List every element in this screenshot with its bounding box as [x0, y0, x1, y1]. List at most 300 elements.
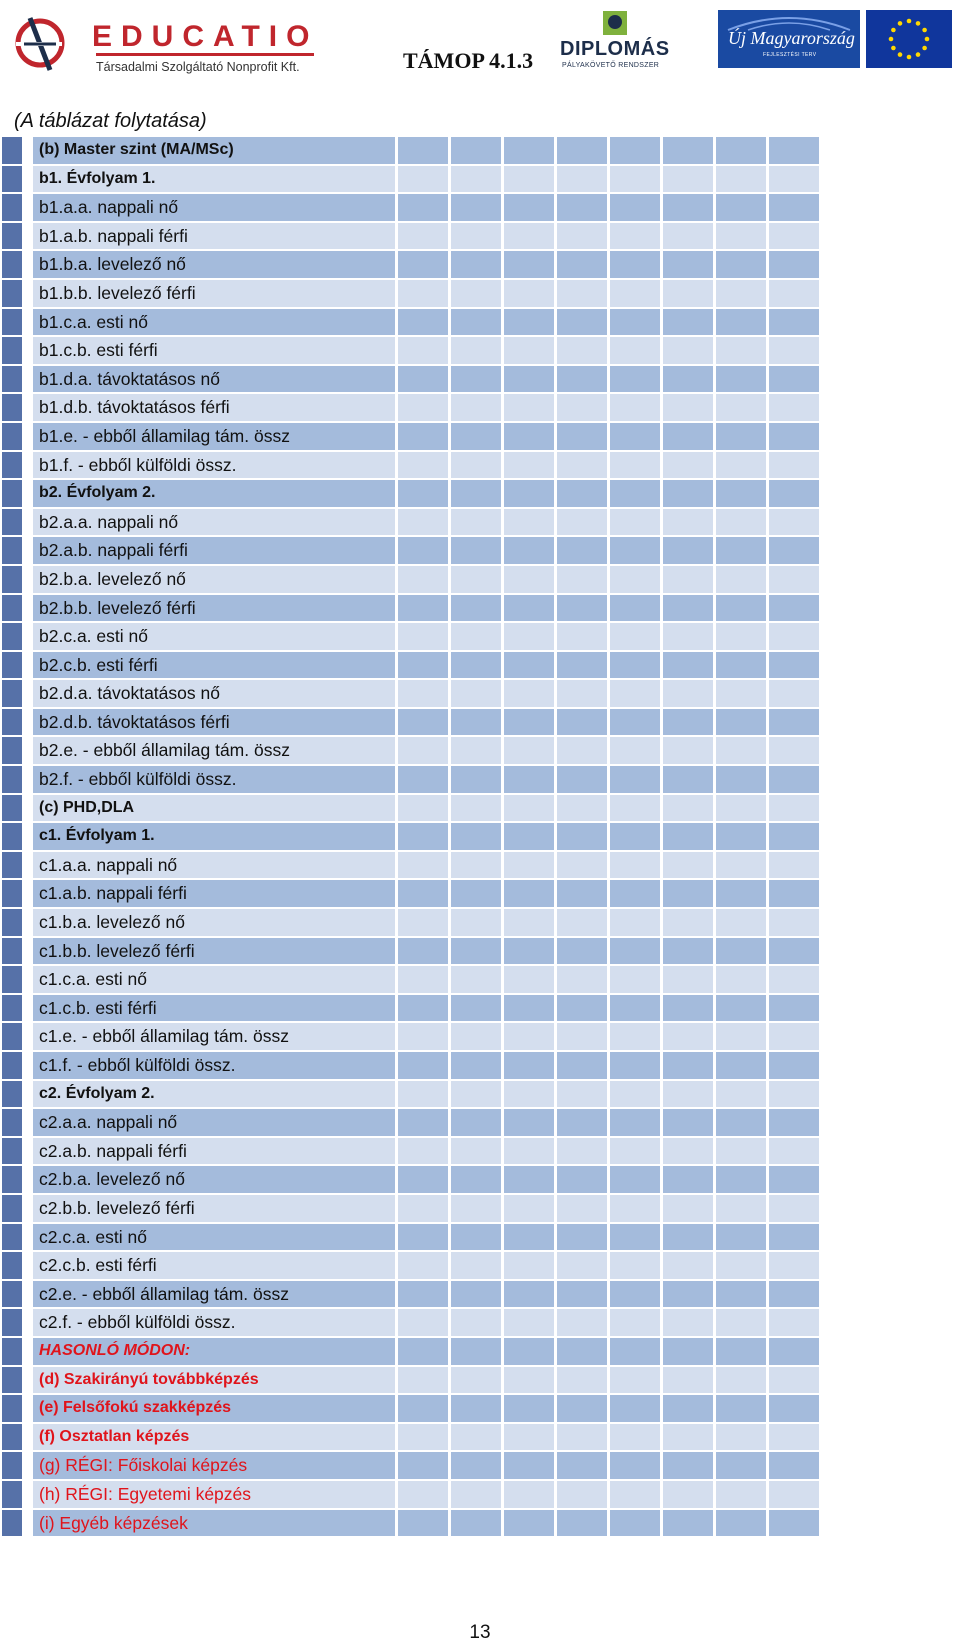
data-cell — [398, 1081, 448, 1108]
data-cell — [504, 166, 554, 193]
data-cell — [769, 194, 819, 221]
data-cell — [451, 337, 501, 364]
data-cell — [557, 1338, 607, 1365]
umft-name: Új Magyarország — [728, 28, 855, 48]
data-cell — [610, 309, 660, 336]
data-cell — [663, 1052, 713, 1079]
row-label: (i) Egyéb képzések — [33, 1510, 358, 1537]
data-cell — [716, 280, 766, 307]
data-cell — [769, 1481, 819, 1508]
table-row — [0, 194, 860, 223]
row-marker — [2, 309, 22, 336]
data-cell — [345, 137, 395, 164]
data-cell — [769, 423, 819, 450]
data-cell — [451, 652, 501, 679]
row-label: b2.b.b. levelező férfi — [33, 595, 358, 622]
row-label: b2.e. - ebből államilag tám. össz — [33, 737, 358, 764]
row-marker — [2, 1138, 22, 1165]
table-row — [0, 766, 860, 795]
data-cell — [610, 652, 660, 679]
data-cell — [663, 1481, 713, 1508]
table-row — [0, 995, 860, 1024]
data-cell — [663, 337, 713, 364]
data-cell — [663, 1023, 713, 1050]
data-cell — [610, 766, 660, 793]
table-row — [0, 166, 860, 195]
data-cell — [451, 966, 501, 993]
data-cell — [398, 1166, 448, 1193]
data-cell — [345, 880, 395, 907]
data-cell — [769, 251, 819, 278]
data-cell — [345, 280, 395, 307]
data-cell — [663, 509, 713, 536]
eu-stars-icon — [866, 10, 952, 68]
eu-flag — [866, 10, 952, 68]
data-cell — [451, 251, 501, 278]
data-cell — [504, 423, 554, 450]
data-cell — [663, 1338, 713, 1365]
table-row — [0, 366, 860, 395]
table-row — [0, 223, 860, 252]
data-cell — [557, 194, 607, 221]
row-label: (b) Master szint (MA/MSc) — [33, 137, 358, 164]
data-cell — [769, 166, 819, 193]
table-row — [0, 452, 860, 481]
data-cell — [504, 194, 554, 221]
row-label: b2.a.b. nappali férfi — [33, 537, 358, 564]
data-cell — [716, 1252, 766, 1279]
data-cell — [398, 337, 448, 364]
data-cell — [769, 680, 819, 707]
row-marker — [2, 452, 22, 479]
data-cell — [769, 766, 819, 793]
data-cell — [663, 652, 713, 679]
table-row — [0, 280, 860, 309]
data-cell — [769, 280, 819, 307]
data-cell — [610, 1367, 660, 1394]
row-label: b1.d.a. távoktatásos nő — [33, 366, 358, 393]
diplomas-name: DIPLOMÁS — [560, 38, 670, 60]
row-label: c2.c.b. esti férfi — [33, 1252, 358, 1279]
eu-star-icon — [907, 19, 912, 24]
row-label: b2.c.a. esti nő — [33, 623, 358, 650]
data-cell — [663, 566, 713, 593]
row-marker — [2, 537, 22, 564]
data-cell — [557, 652, 607, 679]
data-cell — [610, 337, 660, 364]
row-label: (h) RÉGI: Egyetemi képzés — [33, 1481, 358, 1508]
educatio-name: EDUCATIO — [92, 20, 319, 53]
tamop-code: TÁMOP 4.1.3 — [403, 48, 534, 73]
row-label: c1.b.b. levelező férfi — [33, 938, 358, 965]
data-cell — [610, 251, 660, 278]
data-cell — [769, 795, 819, 822]
data-cell — [769, 1023, 819, 1050]
data-cell — [716, 137, 766, 164]
data-cell — [345, 309, 395, 336]
row-marker — [2, 251, 22, 278]
data-cell — [716, 909, 766, 936]
table-row — [0, 652, 860, 681]
data-cell — [504, 966, 554, 993]
data-cell — [504, 652, 554, 679]
data-cell — [504, 909, 554, 936]
data-cell — [504, 1367, 554, 1394]
data-cell — [345, 251, 395, 278]
data-cell — [504, 1452, 554, 1479]
data-cell — [716, 337, 766, 364]
row-marker — [2, 1252, 22, 1279]
data-cell — [504, 852, 554, 879]
row-marker — [2, 1395, 22, 1422]
page-header — [0, 0, 960, 100]
data-cell — [451, 1081, 501, 1108]
data-cell — [451, 194, 501, 221]
data-cell — [557, 509, 607, 536]
data-cell — [451, 1510, 501, 1537]
data-cell — [610, 595, 660, 622]
data-cell — [345, 595, 395, 622]
data-cell — [716, 1081, 766, 1108]
data-cell — [769, 1452, 819, 1479]
data-cell — [610, 1510, 660, 1537]
data-cell — [504, 309, 554, 336]
data-cell — [504, 1166, 554, 1193]
educatio-logo — [10, 10, 319, 74]
educatio-subtitle: Társadalmi Szolgáltató Nonprofit Kft. — [96, 60, 300, 74]
data-cell — [345, 823, 395, 850]
data-cell — [504, 766, 554, 793]
data-cell — [663, 309, 713, 336]
data-cell — [345, 766, 395, 793]
data-cell — [398, 909, 448, 936]
data-cell — [451, 1166, 501, 1193]
data-cell — [451, 1481, 501, 1508]
data-cell — [504, 938, 554, 965]
row-label: c2. Évfolyam 2. — [33, 1081, 358, 1108]
educatio-emblem-icon — [10, 10, 80, 72]
data-cell — [716, 194, 766, 221]
data-cell — [557, 1481, 607, 1508]
data-cell — [769, 1252, 819, 1279]
table-row — [0, 251, 860, 280]
data-cell — [716, 1224, 766, 1251]
data-cell — [345, 966, 395, 993]
data-cell — [557, 423, 607, 450]
data-cell — [610, 194, 660, 221]
data-cell — [663, 1424, 713, 1451]
row-label: b2. Évfolyam 2. — [33, 480, 358, 507]
row-marker — [2, 852, 22, 879]
data-cell — [610, 1452, 660, 1479]
row-marker — [2, 366, 22, 393]
eu-star-icon — [891, 28, 896, 33]
table-row — [0, 1052, 860, 1081]
data-cell — [769, 595, 819, 622]
data-cell — [769, 1367, 819, 1394]
row-marker — [2, 480, 22, 507]
data-cell — [610, 423, 660, 450]
data-cell — [345, 1452, 395, 1479]
row-label: b1.a.b. nappali férfi — [33, 223, 358, 250]
data-cell — [451, 1367, 501, 1394]
data-cell — [769, 1281, 819, 1308]
data-cell — [398, 423, 448, 450]
data-cell — [451, 938, 501, 965]
data-cell — [504, 394, 554, 421]
data-cell — [345, 1309, 395, 1336]
row-label: b1.f. - ebből külföldi össz. — [33, 452, 358, 479]
data-cell — [663, 680, 713, 707]
table-row — [0, 1309, 860, 1338]
data-cell — [769, 1109, 819, 1136]
table-row — [0, 394, 860, 423]
data-cell — [716, 1138, 766, 1165]
data-cell — [451, 1309, 501, 1336]
data-cell — [557, 1252, 607, 1279]
data-cell — [345, 909, 395, 936]
data-cell — [610, 823, 660, 850]
data-cell — [610, 452, 660, 479]
data-cell — [345, 1252, 395, 1279]
data-cell — [557, 595, 607, 622]
data-cell — [557, 223, 607, 250]
data-cell — [504, 1224, 554, 1251]
row-label: b2.c.b. esti férfi — [33, 652, 358, 679]
data-cell — [398, 938, 448, 965]
data-cell — [345, 1367, 395, 1394]
data-cell — [451, 452, 501, 479]
data-cell — [504, 251, 554, 278]
data-cell — [345, 223, 395, 250]
data-cell — [610, 938, 660, 965]
data-cell — [663, 480, 713, 507]
row-marker — [2, 966, 22, 993]
data-cell — [663, 1510, 713, 1537]
data-cell — [345, 709, 395, 736]
data-cell — [663, 223, 713, 250]
data-cell — [557, 852, 607, 879]
table-row — [0, 566, 860, 595]
data-cell — [716, 251, 766, 278]
table-row — [0, 1023, 860, 1052]
data-cell — [610, 1281, 660, 1308]
data-cell — [663, 452, 713, 479]
row-marker — [2, 1195, 22, 1222]
data-cell — [610, 366, 660, 393]
data-cell — [716, 1052, 766, 1079]
row-marker — [2, 1481, 22, 1508]
eu-star-icon — [916, 52, 921, 57]
data-cell — [610, 1195, 660, 1222]
data-cell — [451, 766, 501, 793]
data-cell — [716, 1367, 766, 1394]
eu-star-icon — [898, 21, 903, 26]
row-marker — [2, 737, 22, 764]
data-cell — [504, 452, 554, 479]
data-cell — [345, 1081, 395, 1108]
data-cell — [663, 166, 713, 193]
data-cell — [610, 966, 660, 993]
row-marker — [2, 795, 22, 822]
data-cell — [451, 1395, 501, 1422]
data-cell — [451, 509, 501, 536]
data-cell — [769, 1224, 819, 1251]
data-cell — [345, 1424, 395, 1451]
data-cell — [769, 223, 819, 250]
data-cell — [451, 1052, 501, 1079]
data-cell — [557, 1452, 607, 1479]
data-cell — [769, 537, 819, 564]
data-cell — [716, 795, 766, 822]
row-marker — [2, 652, 22, 679]
data-cell — [716, 366, 766, 393]
data-cell — [610, 995, 660, 1022]
data-cell — [610, 394, 660, 421]
row-marker — [2, 509, 22, 536]
row-marker — [2, 823, 22, 850]
row-label: c1.f. - ebből külföldi össz. — [33, 1052, 358, 1079]
data-cell — [398, 1138, 448, 1165]
table-row — [0, 1510, 860, 1539]
data-cell — [345, 1481, 395, 1508]
data-cell — [345, 1138, 395, 1165]
data-cell — [398, 480, 448, 507]
data-cell — [663, 909, 713, 936]
data-cell — [451, 1224, 501, 1251]
data-cell — [345, 423, 395, 450]
data-cell — [345, 795, 395, 822]
data-cell — [504, 823, 554, 850]
data-cell — [504, 1338, 554, 1365]
umft-subtitle: FEJLESZTÉSI TERV — [763, 52, 817, 58]
row-label: b1. Évfolyam 1. — [33, 166, 358, 193]
data-cell — [663, 394, 713, 421]
eu-star-icon — [916, 21, 921, 26]
data-cell — [716, 709, 766, 736]
data-cell — [504, 1195, 554, 1222]
data-cell — [504, 1138, 554, 1165]
row-label: c1.e. - ebből államilag tám. össz — [33, 1023, 358, 1050]
data-cell — [557, 938, 607, 965]
data-cell — [504, 1081, 554, 1108]
data-cell — [504, 137, 554, 164]
data-cell — [663, 966, 713, 993]
data-cell — [716, 1395, 766, 1422]
row-marker — [2, 938, 22, 965]
data-cell — [663, 1309, 713, 1336]
data-cell — [451, 823, 501, 850]
row-marker — [2, 280, 22, 307]
data-cell — [663, 1395, 713, 1422]
data-cell — [663, 1367, 713, 1394]
row-marker — [2, 166, 22, 193]
data-cell — [451, 623, 501, 650]
data-cell — [663, 823, 713, 850]
data-cell — [557, 166, 607, 193]
row-marker — [2, 1424, 22, 1451]
data-cell — [716, 1309, 766, 1336]
row-marker — [2, 137, 22, 164]
data-cell — [663, 1252, 713, 1279]
row-label: (f) Osztatlan képzés — [33, 1424, 358, 1451]
data-cell — [398, 1338, 448, 1365]
data-cell — [557, 1281, 607, 1308]
data-cell — [557, 1081, 607, 1108]
data-cell — [504, 1252, 554, 1279]
data-cell — [451, 737, 501, 764]
data-cell — [451, 223, 501, 250]
row-label: b1.b.a. levelező nő — [33, 251, 358, 278]
data-cell — [504, 1309, 554, 1336]
data-cell — [398, 680, 448, 707]
data-cell — [398, 823, 448, 850]
data-cell — [504, 1395, 554, 1422]
data-cell — [610, 795, 660, 822]
data-cell — [716, 938, 766, 965]
data-cell — [398, 737, 448, 764]
data-cell — [610, 737, 660, 764]
data-cell — [610, 909, 660, 936]
data-cell — [716, 652, 766, 679]
data-cell — [557, 566, 607, 593]
data-cell — [398, 1367, 448, 1394]
data-cell — [610, 1395, 660, 1422]
data-cell — [663, 194, 713, 221]
table-row — [0, 1281, 860, 1310]
data-cell — [345, 1023, 395, 1050]
data-cell — [716, 480, 766, 507]
data-cell — [557, 337, 607, 364]
data-cell — [557, 1109, 607, 1136]
data-cell — [451, 1023, 501, 1050]
data-cell — [398, 623, 448, 650]
data-cell — [769, 309, 819, 336]
data-cell — [451, 423, 501, 450]
table-row — [0, 537, 860, 566]
data-cell — [345, 680, 395, 707]
row-label: c2.b.a. levelező nő — [33, 1166, 358, 1193]
data-cell — [557, 1395, 607, 1422]
data-cell — [769, 452, 819, 479]
data-cell — [451, 280, 501, 307]
data-cell — [716, 1166, 766, 1193]
row-label: b1.b.b. levelező férfi — [33, 280, 358, 307]
table-row — [0, 137, 860, 166]
data-cell — [451, 137, 501, 164]
row-label: c1. Évfolyam 1. — [33, 823, 358, 850]
data-cell — [716, 223, 766, 250]
data-cell — [398, 709, 448, 736]
row-label: c2.a.a. nappali nő — [33, 1109, 358, 1136]
data-cell — [610, 280, 660, 307]
data-cell — [451, 394, 501, 421]
table-row — [0, 1481, 860, 1510]
data-cell — [769, 366, 819, 393]
data-cell — [557, 1424, 607, 1451]
data-cell — [716, 766, 766, 793]
data-cell — [504, 1052, 554, 1079]
data-cell — [610, 1109, 660, 1136]
data-cell — [398, 880, 448, 907]
row-marker — [2, 1309, 22, 1336]
data-cell — [557, 1195, 607, 1222]
data-cell — [716, 166, 766, 193]
table-row — [0, 737, 860, 766]
data-cell — [716, 509, 766, 536]
row-marker — [2, 1109, 22, 1136]
data-cell — [716, 1510, 766, 1537]
